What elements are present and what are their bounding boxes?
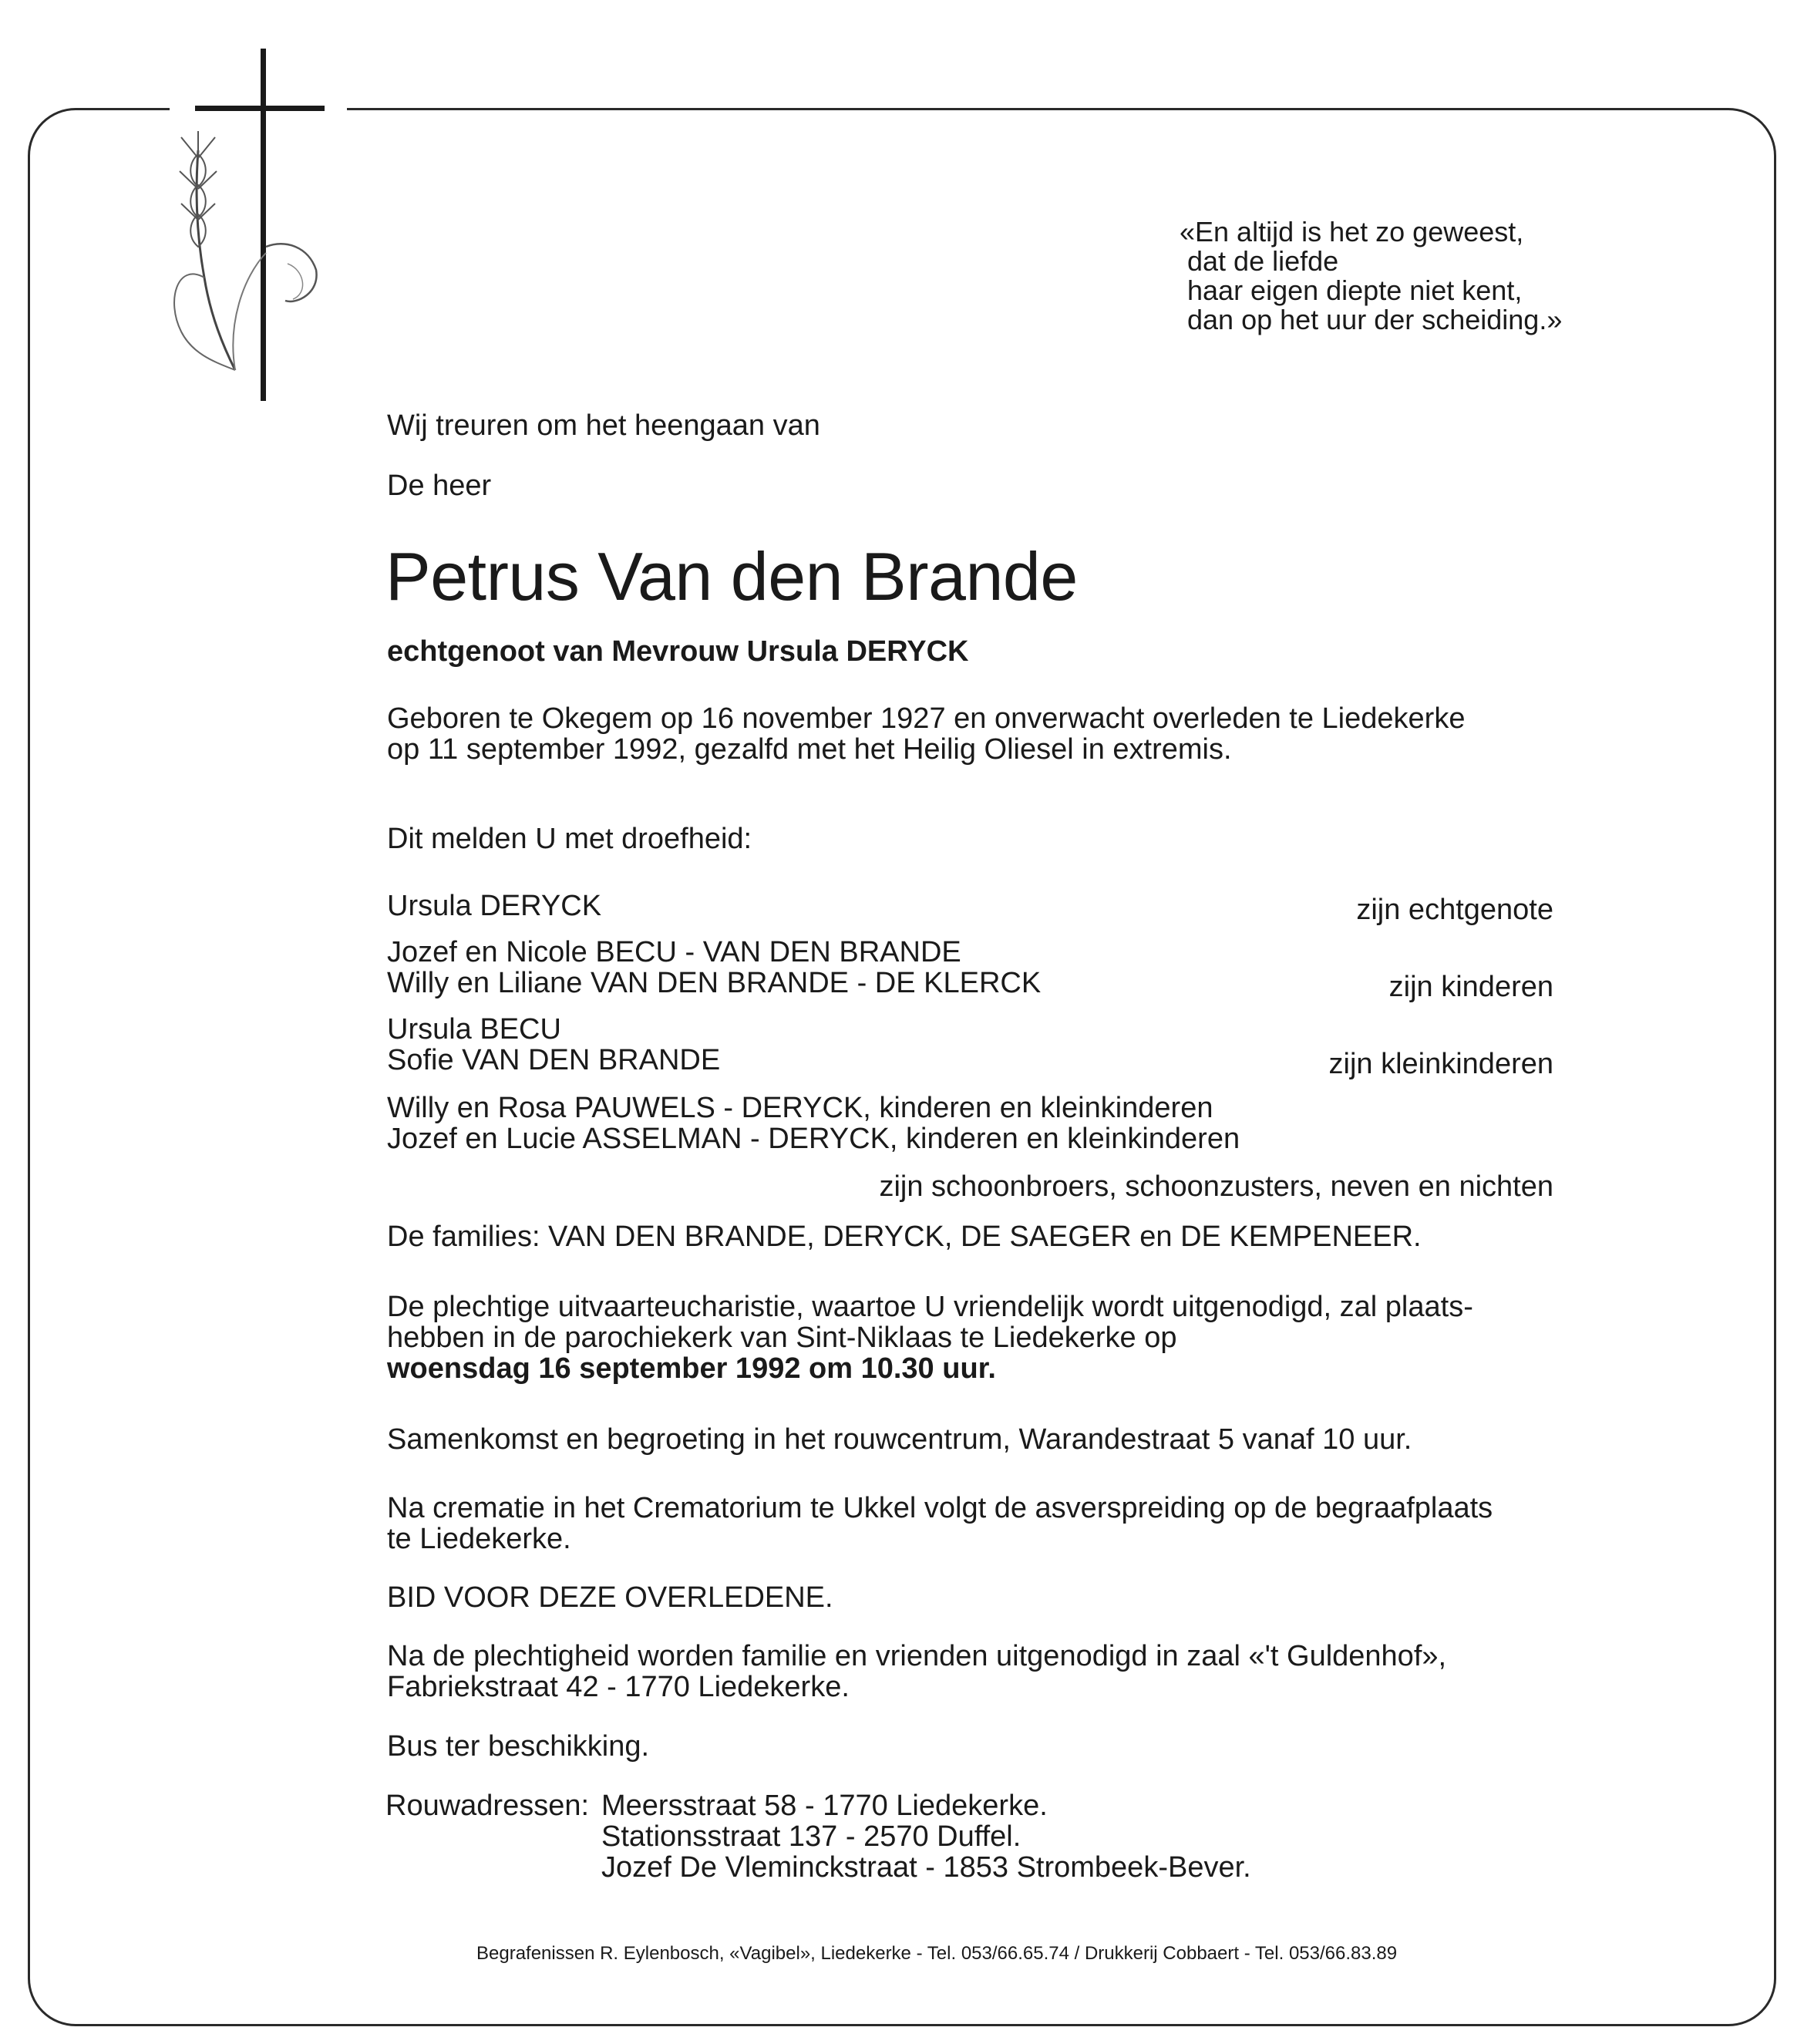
- role-children: zijn kinderen: [1388, 971, 1553, 1003]
- ceremony-date: woensdag 16 september 1992 om 10.30 uur.: [387, 1352, 996, 1385]
- gathering-text: Samenkomst en begroeting in het rouwcentrum, Warandestraat 5 vanaf 10 uur.: [387, 1423, 1412, 1456]
- birth-death-line-2: op 11 september 1992, gezalfd met het Heilig Oliesel in extremis.: [387, 733, 1232, 766]
- role-spouse: zijn echtgenote: [1356, 894, 1553, 926]
- cross-with-wheat-icon: [150, 46, 351, 409]
- address-3: Jozef De Vleminckstraat - 1853 Strombeek-Bever.: [601, 1851, 1251, 1884]
- role-inlaws: zijn schoonbroers, schoonzusters, neven en nichten: [879, 1170, 1553, 1203]
- cremation-line-1: Na crematie in het Crematorium te Ukkel volgt de asverspreiding op de begraafplaats: [387, 1492, 1493, 1524]
- cremation-line-2: te Liedekerke.: [387, 1523, 571, 1555]
- mourner-child-1: Jozef en Nicole BECU - VAN DEN BRANDE: [387, 936, 961, 968]
- epigraph-quote: «En altijd is het zo geweest, dat de liefde haar eigen diepte niet kent, dan op het uur der scheiding.»: [1180, 216, 1563, 335]
- bus-text: Bus ter beschikking.: [387, 1730, 650, 1763]
- reception-line-1: Na de plechtigheid worden familie en vrienden uitgenodigd in zaal «'t Guldenhof»,: [387, 1640, 1447, 1672]
- deceased-name: Petrus Van den Brande: [385, 538, 1078, 615]
- role-grandchildren: zijn kleinkinderen: [1328, 1048, 1553, 1080]
- ceremony-line-2: hebben in de parochiekerk van Sint-Niklaas te Liedekerke op: [387, 1322, 1177, 1354]
- mourner-grandchild-2: Sofie VAN DEN BRANDE: [387, 1044, 721, 1076]
- mourner-inlaw-2: Jozef en Lucie ASSELMAN - DERYCK, kinderen en kleinkinderen: [387, 1123, 1240, 1155]
- footer-credits: Begrafenissen R. Eylenbosch, «Vagibel», Liedekerke - Tel. 053/66.65.74 / Drukkerij Cobbaert - Tel. 053/66.83.89: [476, 1943, 1398, 1964]
- addresses-label: Rouwadressen:: [385, 1790, 590, 1822]
- prayer-text: BID VOOR DEZE OVERLEDENE.: [387, 1581, 833, 1614]
- intro-text: Wij treuren om het heengaan van: [387, 409, 820, 442]
- mourner-child-2: Willy en Liliane VAN DEN BRANDE - DE KLERCK: [387, 967, 1042, 999]
- address-1: Meersstraat 58 - 1770 Liedekerke.: [601, 1790, 1048, 1822]
- mourner-grandchild-1: Ursula BECU: [387, 1013, 561, 1046]
- mourner-spouse: Ursula DERYCK: [387, 890, 602, 922]
- mourner-inlaw-1: Willy en Rosa PAUWELS - DERYCK, kinderen en kleinkinderen: [387, 1092, 1213, 1124]
- address-2: Stationsstraat 137 - 2570 Duffel.: [601, 1820, 1021, 1853]
- ceremony-line-1: De plechtige uitvaarteucharistie, waartoe U vriendelijk wordt uitgenodigd, zal plaats-: [387, 1291, 1473, 1323]
- reception-line-2: Fabriekstraat 42 - 1770 Liedekerke.: [387, 1671, 850, 1703]
- announce-text: Dit melden U met droefheid:: [387, 823, 752, 855]
- salutation: De heer: [387, 470, 492, 502]
- spouse-line: echtgenoot van Mevrouw Ursula DERYCK: [387, 635, 969, 668]
- families-line: De families: VAN DEN BRANDE, DERYCK, DE SAEGER en DE KEMPENEER.: [387, 1221, 1422, 1253]
- birth-death-line-1: Geboren te Okegem op 16 november 1927 en onverwacht overleden te Liedekerke: [387, 702, 1466, 735]
